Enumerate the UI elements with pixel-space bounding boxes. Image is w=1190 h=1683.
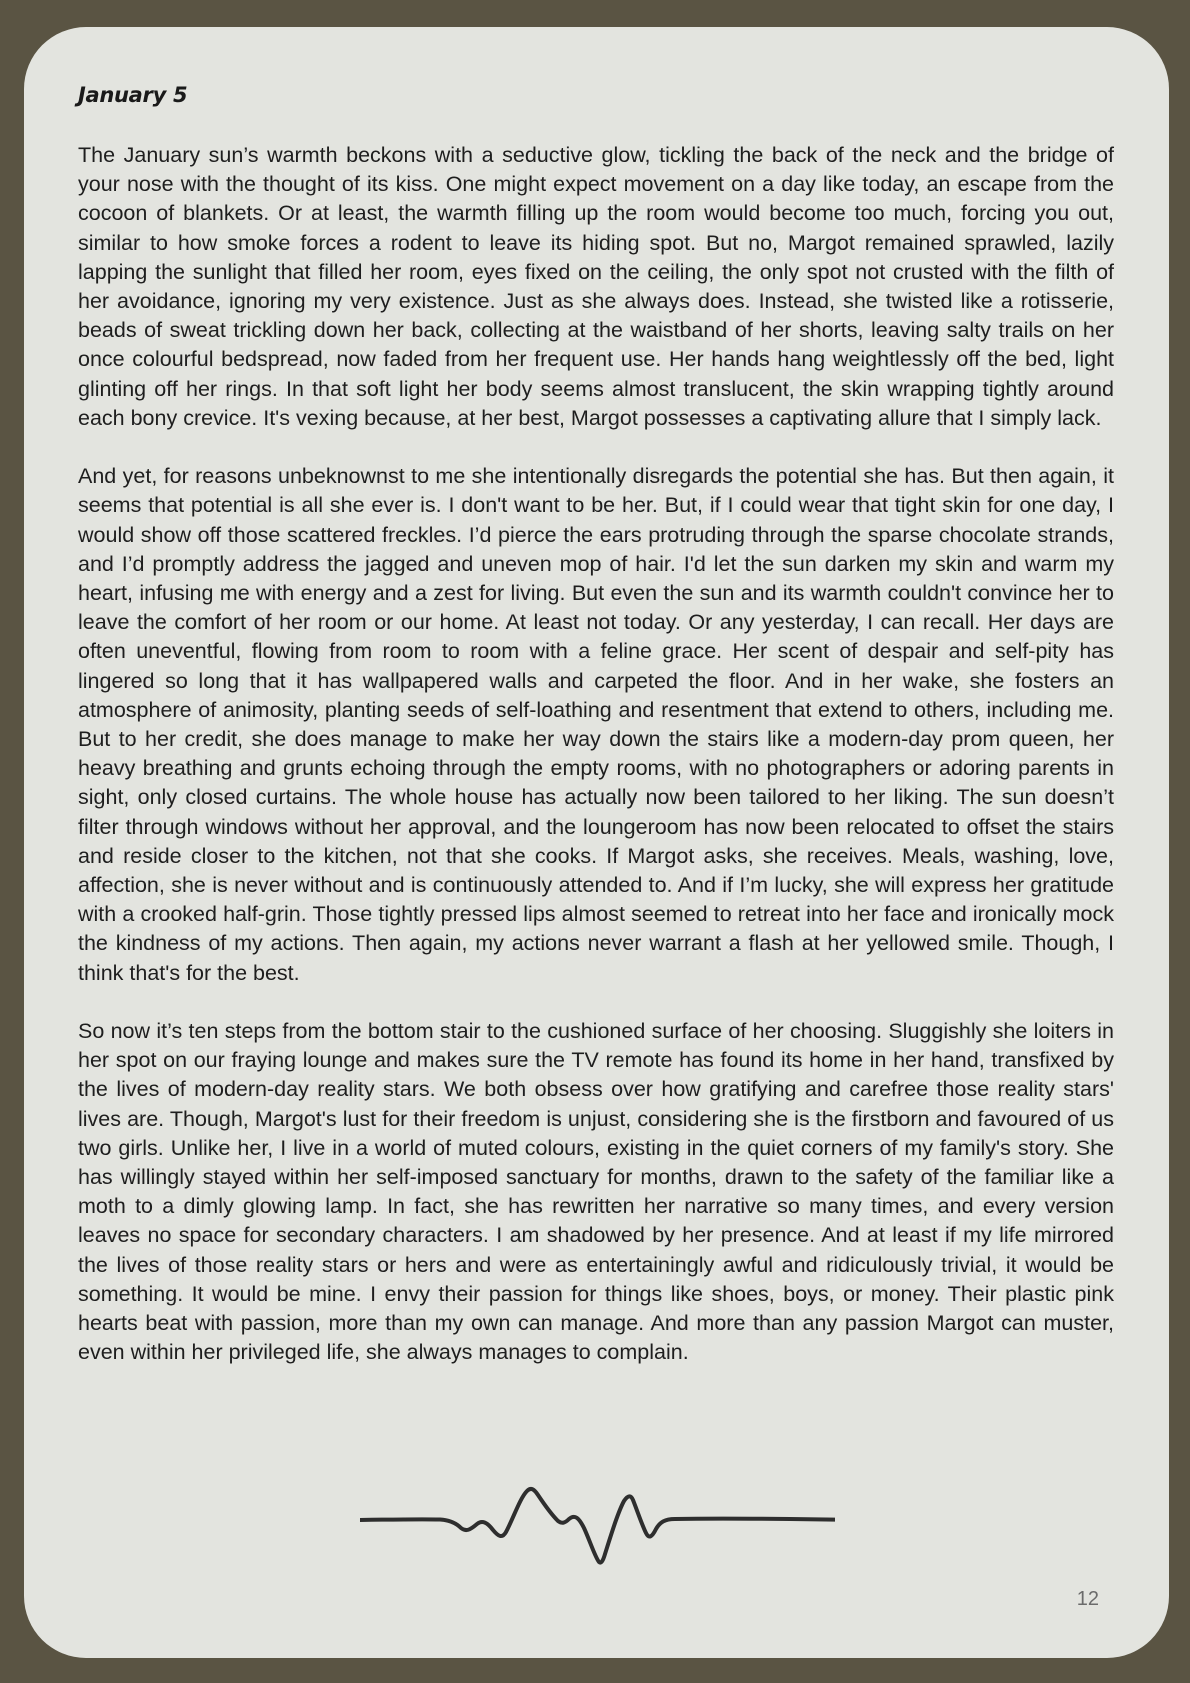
paragraph-3: So now it’s ten steps from the bottom stair to the cushioned surface of her choosing. Sluggishly she loiters in her spot on our fraying lounge and makes sure the TV remote has found its home in her hand, transfixed by the lives of modern-day reality stars. We both obsess over how gratifying and carefree those reality stars' lives are. Though, Margot's lust for their freedom is unjust, considering she is the firstborn and favoured of us two girls. Unlike her, I live in a world of muted colours, existing in the quiet corners of my family's story. She has willingly stayed within her self-imposed sanctuary for months, drawn to the safety of the familiar like a moth to a dimly glowing lamp. In fact, she has rewritten her narrative so many times, and every version leaves no space for secondary characters. I am shadowed by her presence. And at least if my life mirrored the lives of those reality stars or hers and were as entertainingly awful and ridiculously trivial, it would be something. It would be mine. I envy their passion for things like shoes, boys, or money. Their plastic pink hearts beat with passion, more than my own can manage. And more than any passion Margot can muster, even within her privileged life, she always manages to complain. <box>78 1019 1114 1365</box>
paragraph-2: And yet, for reasons unbeknownst to me she intentionally disregards the potential she has. But then again, it seems that potential is all she ever is. I don't want to be her. But, if I could wear that tight skin for one day, I would show off those scattered freckles. I’d pierce the ears protruding through the sparse chocolate strands, and I’d promptly address the jagged and uneven mop of hair. I'd let the sun darken my skin and warm my heart, infusing me with energy and a zest for living. But even the sun and its warmth couldn't convince her to leave the comfort of her room or our home. At least not today. Or any yesterday, I can recall. Her days are often uneventful, flowing from room to room with a feline grace. Her scent of despair and self-pity has lingered so long that it has wallpapered walls and carpeted the floor. And in her wake, she fosters an atmosphere of animosity, planting seeds of self-loathing and resentment that extend to others, including me. But to her credit, she does manage to make her way down the stairs like a modern-day prom queen, her heavy breathing and grunts echoing through the empty rooms, with no photographers or adoring parents in sight, only closed curtains. The whole house has actually now been tailored to her liking. The sun doesn’t filter through windows without her approval, and the loungeroom has now been relocated to offset the stairs and reside closer to the kitchen, not that she cooks. If Margot asks, she receives. Meals, washing, love, affection, she is never without and is continuously attended to. And if I’m lucky, she will express her gratitude with a crooked half-grin. Those tightly pressed lips almost seemed to retreat into her face and ironically mock the kindness of my actions. Then again, my actions never warrant a flash at her yellowed smile. Though, I think that's for the best. <box>78 464 1114 985</box>
entry-date: January 5 <box>78 83 188 107</box>
journal-page <box>24 27 1169 1658</box>
entry-body <box>78 141 1114 1368</box>
paragraph-1: The January sun’s warmth beckons with a seductive glow, tickling the back of the neck and the bridge of your nose with the thought of its kiss. One might expect movement on a day like today, an escape from the cocoon of blankets. Or at least, the warmth filling up the room would become too much, forcing you out, similar to how smoke forces a rodent to leave its hiding spot. But no, Margot remained sprawled, lazily lapping the sunlight that filled her room, eyes fixed on the ceiling, the only spot not crusted with the filth of her avoidance, ignoring my very existence. Just as she always does. Instead, she twisted like a rotisserie, beads of sweat trickling down her back, collecting at the waistband of her shorts, leaving salty trails on her once colourful bedspread, now faded from her frequent use. Her hands hang weightlessly off the bed, light glinting off her rings. In that soft light her body seems almost translucent, the skin wrapping tightly around each bony crevice. It's vexing because, at her best, Margot possesses a captivating allure that I simply lack. <box>78 143 1114 430</box>
heartbeat-stroke <box>360 1489 835 1563</box>
heartbeat-line-icon <box>360 1485 835 1575</box>
page-number: 12 <box>1076 1588 1099 1610</box>
